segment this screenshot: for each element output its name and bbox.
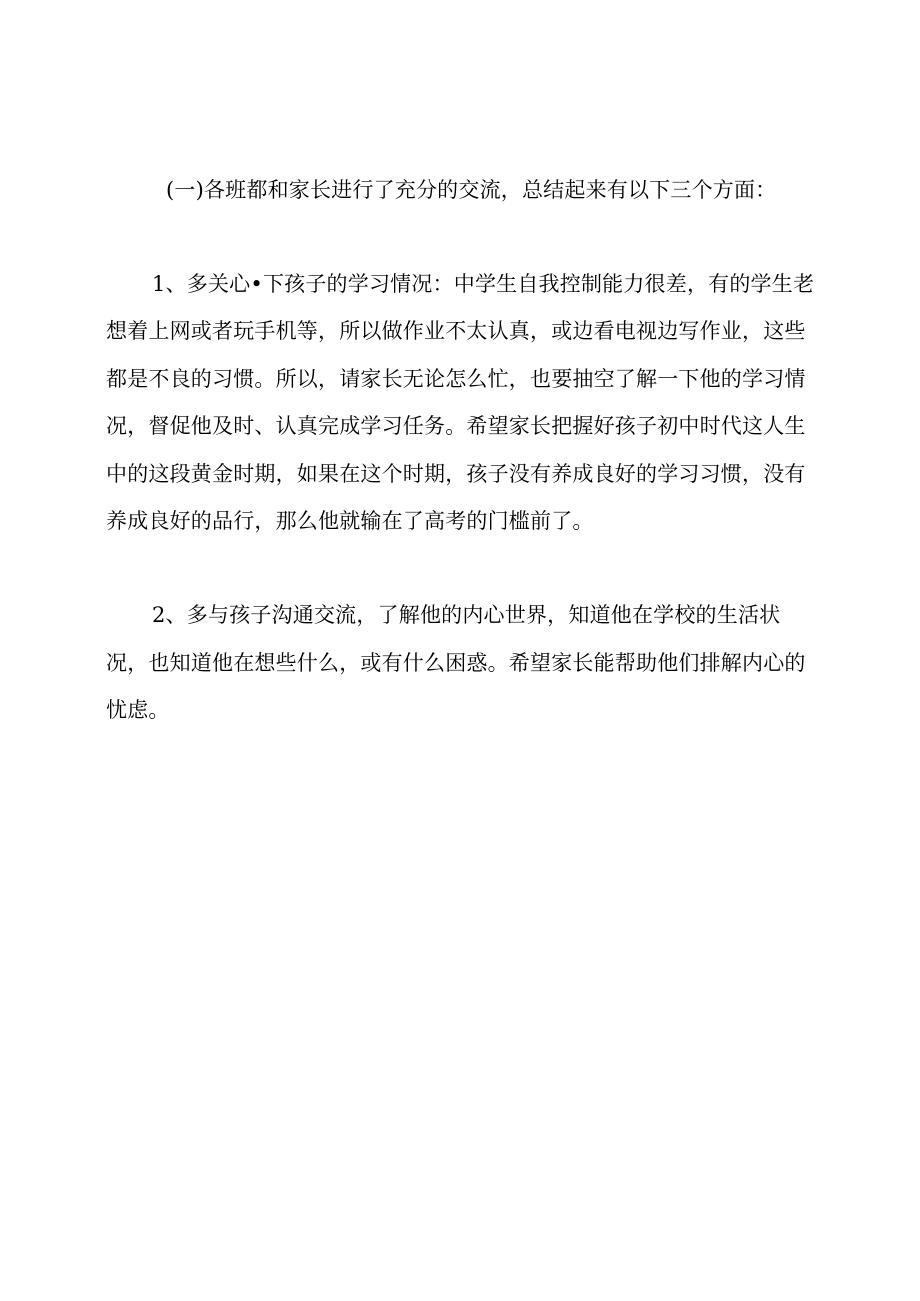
paragraph-2-line: 况，也知道他在想些什么，或有什么困惑。希望家长能帮助他们排解内心的 bbox=[106, 651, 806, 675]
paragraph-2-line: 2、多与孩子沟通交流，了解他的内心世界，知道他在学校的生活状 bbox=[152, 603, 781, 627]
paragraph-1-line: 况，督促他及时、认真完成学习任务。希望家长把握好孩子初中时代这人生 bbox=[106, 414, 806, 438]
paragraph-1-line: 中的这段黄金时期，如果在这个时期，孩子没有养成良好的学习习惯，没有 bbox=[106, 462, 806, 486]
paragraph-1-line: 养成良好的品行，那么他就输在了高考的门槛前了。 bbox=[106, 509, 594, 533]
paragraph-1-line: 都是不良的习惯。所以，请家长无论怎么忙，也要抽空了解一下他的学习情 bbox=[106, 367, 806, 391]
paragraph-1-line: 1、多关心•下孩子的学习情况：中学生自我控制能力很差，有的学生老 bbox=[152, 272, 815, 296]
paragraph-2-line: 忧虑。 bbox=[106, 698, 170, 722]
section-heading: (一)各班都和家长进行了充分的交流，总结起来有以下三个方面： bbox=[166, 178, 777, 202]
paragraph-1-line: 想着上网或者玩手机等，所以做作业不太认真，或边看电视边写作业，这些 bbox=[106, 319, 806, 343]
